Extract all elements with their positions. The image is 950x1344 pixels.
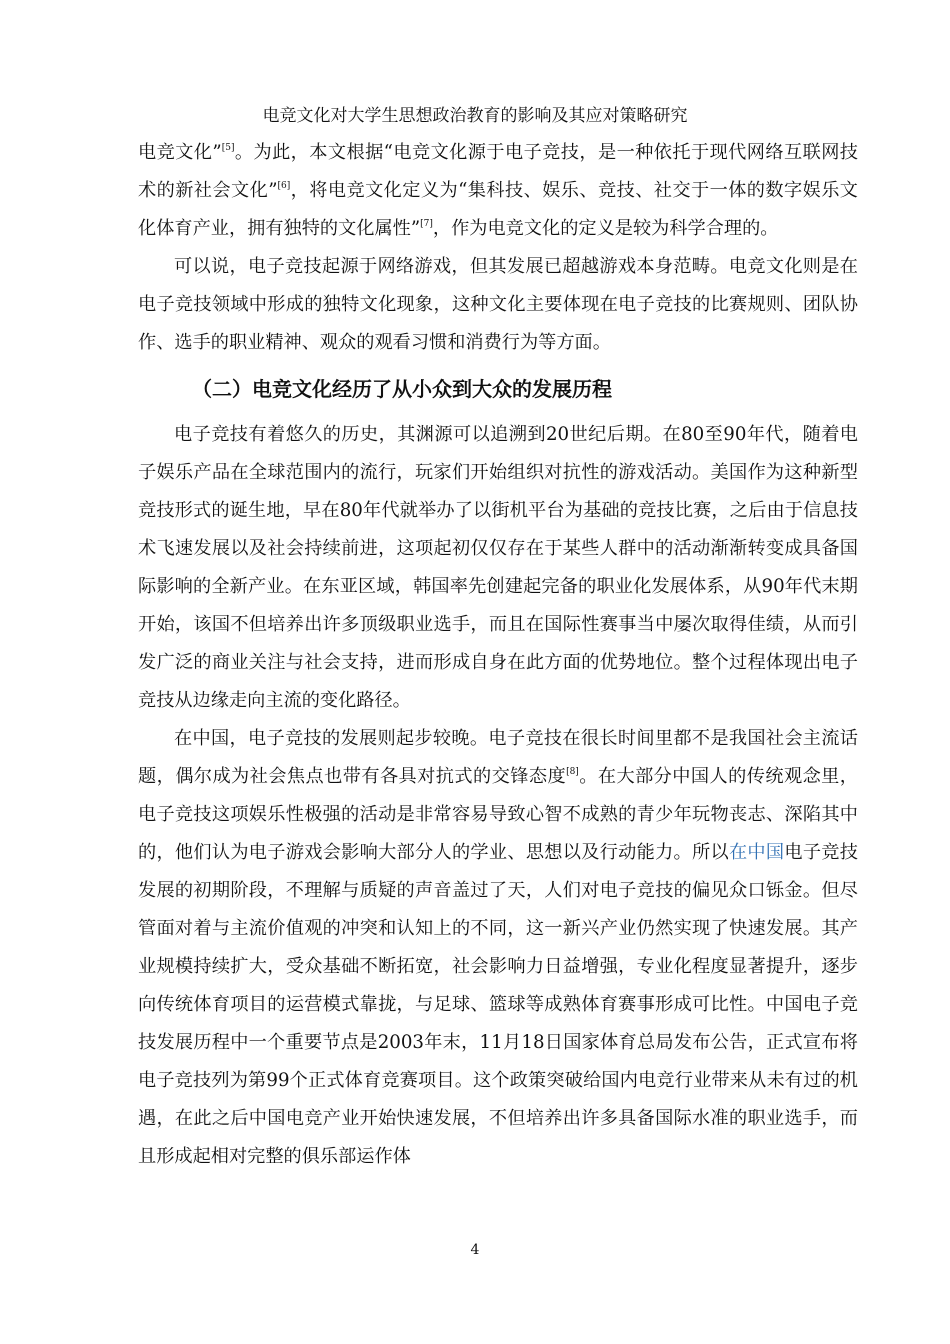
running-header: 电竞文化对大学生思想政治教育的影响及其应对策略研究 [262,106,688,126]
body-text [138,134,858,1176]
section-heading: （二）电竞文化经历了从小众到大众的发展历程 [192,377,612,401]
paragraph-china [138,720,858,1176]
text-run: 在中国，电子竞技的发展则起步较晚。电子竞技在很长时间里都不是我国社会主流话题，偶尔成为社会焦点也带有各具对抗式的交锋态度 [138,728,858,787]
paragraph-definition [138,134,858,248]
page-number: 4 [470,1242,480,1258]
text-run: 。在大部分中国人的传统观念里，电子竞技这项娱乐性极强的活动是非常容易导致心智不成熟的青少年玩物丧志、深陷其中的，他们认为电子游戏会影响大部分人的学业、思想以及行动能力。所以 [138,766,858,863]
citation: [6] [277,181,291,191]
paragraph-history: 电子竞技有着悠久的历史，其渊源可以追溯到20世纪后期。在80至90年代，随着电子娱乐产品在全球范围内的流行，玩家们开始组织对抗性的游戏活动。美国作为这种新型竞技形式的诞生地，早在80年代就举办了以街机平台为基础的竞技比赛，之后由于信息技术飞速发展以及社会持续前进，这项起初仅仅存在于某些人群中的活动渐渐转变成具备国际影响的全新产业。在东亚区域，韩国率先创建起完备的职业化发展体系，从90年代末期开始，该国不但培养出许多顶级职业选手，而且在国际性赛事当中屡次取得佳绩，从而引发广泛的商业关注与社会支持，进而形成自身在此方面的优势地位。整个过程体现出电子竞技从边缘走向主流的变化路径。 [138,424,858,711]
text-run: ，作为电竞文化的定义是较为科学合理的。 [432,218,779,239]
paragraph-esports-culture: 可以说，电子竞技起源于网络游戏，但其发展已超越游戏本身范畴。电竞文化则是在电子竞技领域中形成的独特文化现象，这种文化主要体现在电子竞技的比赛规则、团队协作、选手的职业精神、观众的观看习惯和消费行为等方面。 [138,256,858,353]
citation: [8] [566,767,579,777]
text-run: 。为此，本文根据“电竞文化源于电子竞技，是一种依托于现代网络互联网技术的新社会文化” [138,142,858,201]
text-run: 电竞文化” [138,142,222,163]
citation: [7] [420,219,433,229]
text-run: 电子竞技发展的初期阶段，不理解与质疑的声音盖过了天，人们对电子竞技的偏见众口铄金。但尽管面对着与主流价值观的冲突和认知上的不同，这一新兴产业仍然实现了快速发展。其产业规模持续扩大，受众基础不断拓宽，社会影响力日益增强，专业化程度显著提升，逐步向传统体育项目的运营模式靠拢，与足球、篮球等成熟体育赛事形成可比性。中国电子竞技发展历程中一个重要节点是2003年末，11月18日国家体育总局发布公告，正式宣布将电子竞技列为第99个正式体育竞赛项目。这个政策突破给国内电竞行业带来从未有过的机遇，在此之后中国电竞产业开始快速发展，不但培养出许多具备国际水准的职业选手，而且形成起相对完整的俱乐部运作体 [138,842,858,1167]
citation: [5] [221,143,235,153]
text-run: ，将电竞文化定义为“集科技、娱乐、竞技、社交于一体的数字娱乐文化体育产业，拥有独特的文化属性” [138,180,858,239]
hyperlink-in-china[interactable]: 在中国 [728,842,785,863]
